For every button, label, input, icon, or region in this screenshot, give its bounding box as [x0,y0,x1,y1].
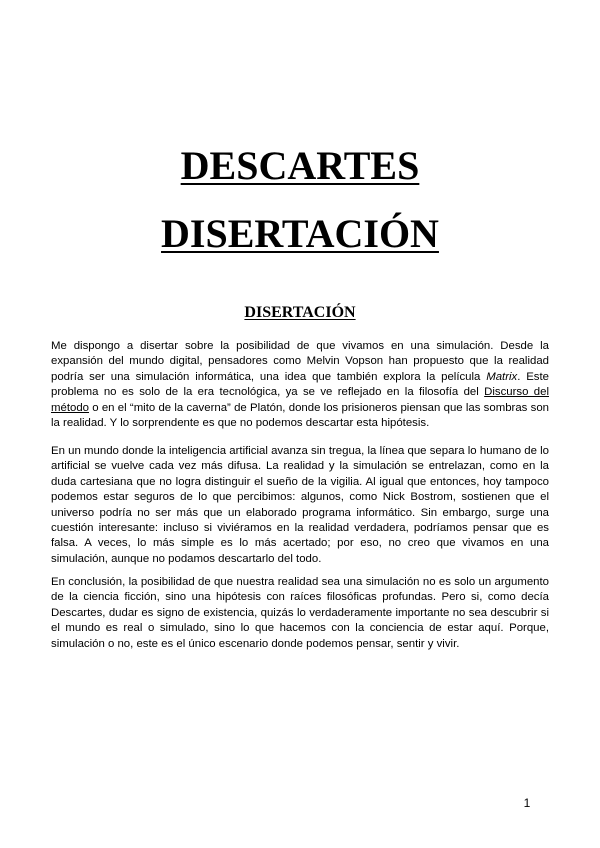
document-title-line2: DISERTACIÓN [161,211,439,256]
paragraph-body: En un mundo donde la inteligencia artificial avanza sin tregua, la línea que separa lo humano de lo artificial se vuelve cada vez más difusa. La realidad y la simulación se entrelazan, como en la duda cartesiana que no logra distinguir el sueño de la vigilia. Al igual que entonces, hoy tampoco podemos estar seguros de lo que percibimos: algunos, como Nick Bostrom, sostienen que el universo podría no ser más que un elaborado programa informático. Sin embargo, surge una cuestión interesante: incluso si viviéramos en la realidad verdadera, podríamos pensar que es falsa. A veces, lo más simple es lo más acertado; por eso, no creo que vivamos en una simulación, aunque no podamos descartarlo del todo. [51,445,549,565]
document-title-line1: DESCARTES [180,143,420,188]
paragraph-intro-text-3: o en el “mito de la caverna” de Platón, donde los prisioneros piensan que las sombras son la realidad. Y lo sorprendente es que no podemos descartar esta hipótesis. [51,401,549,430]
film-title: Matrix [486,370,518,383]
page-number: 1 [523,796,531,810]
paragraph-intro [51,339,549,431]
section-heading: DISERTACIÓN [244,304,356,321]
paragraph-intro-text-2: . Este problema no es solo de la era tecnológica, ya se ve reflejado en la filosofía del [51,370,549,399]
paragraph-conclusion: En conclusión, la posibilidad de que nuestra realidad sea una simulación no es solo un argumento de la ciencia ficción, sino una hipótesis con raíces filosóficas profundas. Pero si, como decía Descartes, dudar es signo de existencia, quizás lo verdaderamente importante no sea descubrir si el mundo es real o simulado, sino lo que hacemos con la conciencia de estar aquí. Porque, simulación o no, este es el único escenario donde podemos pensar, sentir y vivir. [51,576,549,650]
book-title-reference: Discurso del método [51,386,549,414]
paragraph-intro-text-1: Me dispongo a disertar sobre la posibilidad de que vivamos en una simulación. Desde la expansión del mundo digital, pensadores como Melvin Vopson han propuesto que la realidad podría ser una simulación informática, una idea que también explora la película [51,340,549,383]
